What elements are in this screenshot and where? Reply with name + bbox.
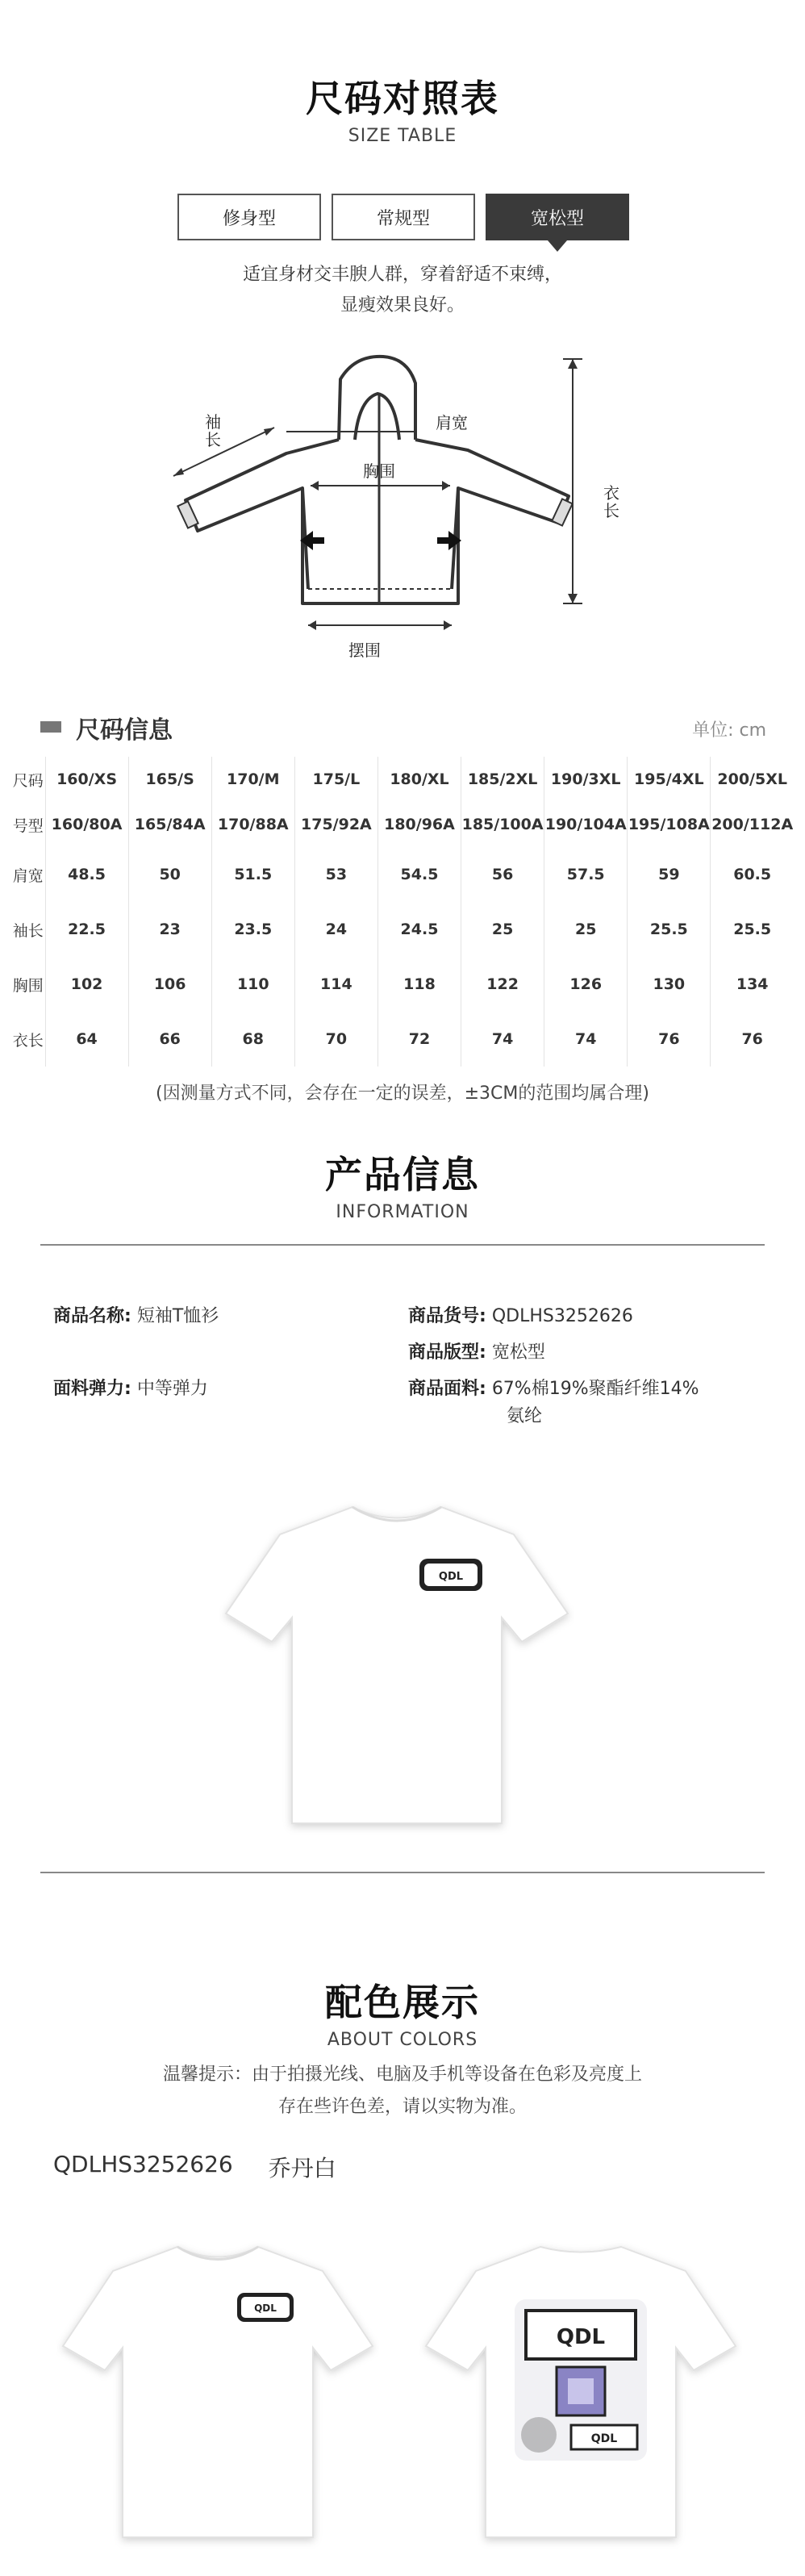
size-table-cell: 22.5 xyxy=(45,902,128,957)
size-table-cell: 74 xyxy=(544,1012,628,1067)
color-warning-line1: 温馨提示：由于拍摄光线、电脑及手机等设备在色彩及亮度上 xyxy=(162,2065,642,2085)
size-table-row xyxy=(11,757,794,802)
size-table-cell: 76 xyxy=(628,1012,711,1067)
size-table-cell: 195/4XL xyxy=(628,757,711,802)
product-info-divider xyxy=(40,1244,765,1246)
product-fit-row xyxy=(408,1339,545,1367)
size-table-subtitle: SIZE TABLE xyxy=(348,126,457,146)
color-variant-label xyxy=(53,2151,336,2183)
product-fabric-value-line2: 氨纶 xyxy=(507,1406,543,1426)
size-table-row-label: 袖长 xyxy=(12,921,44,940)
color-warning-line2: 存在些许色差，请以实物为准。 xyxy=(277,2097,527,2117)
size-table-row xyxy=(11,902,794,957)
color-section-header xyxy=(0,1973,805,2050)
size-table-cell: 54.5 xyxy=(377,847,461,902)
size-table-cell: 25 xyxy=(544,902,628,957)
size-table-cell: 102 xyxy=(45,957,128,1012)
color-warning xyxy=(0,2059,805,2123)
size-info-bar xyxy=(40,721,61,733)
size-table-title: 尺码对照表 xyxy=(306,77,499,120)
size-table-cell: 165/84A xyxy=(128,802,211,847)
size-table-row-label: 衣长 xyxy=(12,1031,44,1050)
size-table-row xyxy=(11,1012,794,1067)
size-table-cell: 200/112A xyxy=(711,802,794,847)
product-info-header xyxy=(0,1146,805,1222)
product-name-label: 商品名称: xyxy=(53,1306,131,1326)
color-front-tshirt-image[interactable] xyxy=(56,2227,379,2549)
size-table-cell: 170/M xyxy=(211,757,294,802)
size-table-cell: 76 xyxy=(711,1012,794,1067)
fit-description-line2: 显瘦效果良好。 xyxy=(340,295,465,315)
fit-tabs xyxy=(177,194,629,240)
size-table-cell: 185/100A xyxy=(461,802,544,847)
size-table-cell: 126 xyxy=(544,957,628,1012)
size-table-row-label: 号型 xyxy=(12,816,44,835)
svg-text:QDL: QDL xyxy=(254,2303,277,2314)
size-table-cell: 190/104A xyxy=(544,802,628,847)
size-table-cell: 74 xyxy=(461,1012,544,1067)
diagram-label-shoulder: 肩宽 xyxy=(436,413,468,432)
product-tshirt-image xyxy=(219,1484,574,1839)
product-fabric-value-line1: 67%棉19%聚酯纤维14% xyxy=(491,1379,699,1399)
color-section-title: 配色展示 xyxy=(325,1981,480,2024)
size-table-header xyxy=(0,69,805,146)
fit-tab-slim[interactable]: 修身型 xyxy=(177,194,321,240)
size-table-cell: 175/L xyxy=(294,757,377,802)
size-table-cell: 24.5 xyxy=(377,902,461,957)
fit-tab-loose[interactable]: 宽松型 xyxy=(486,194,629,240)
diagram-label-hem: 摆围 xyxy=(348,641,381,660)
measurement-note: (因测量方式不同，会存在一定的误差，±3CM的范围均属合理) xyxy=(156,1083,649,1104)
product-fit-label: 商品版型: xyxy=(408,1342,486,1363)
size-table-cell: 23 xyxy=(128,902,211,957)
size-table-cell: 48.5 xyxy=(45,847,128,902)
size-table-cell: 50 xyxy=(128,847,211,902)
diagram-label-length: 衣长 xyxy=(603,483,619,520)
size-table-row-label: 肩宽 xyxy=(12,866,44,885)
hood-inner xyxy=(355,394,399,440)
size-table-cell: 72 xyxy=(377,1012,461,1067)
svg-text:QDL: QDL xyxy=(590,2432,618,2445)
size-table-cell: 160/XS xyxy=(45,757,128,802)
size-table-cell: 53 xyxy=(294,847,377,902)
size-table-cell: 130 xyxy=(628,957,711,1012)
product-elastic-label: 面料弹力: xyxy=(53,1379,131,1399)
color-back-tshirt-image[interactable] xyxy=(419,2227,742,2549)
color-section-subtitle: ABOUT COLORS xyxy=(327,2030,478,2050)
size-table-cell: 25.5 xyxy=(711,902,794,957)
diagram-label-chest: 胸围 xyxy=(363,461,395,481)
size-table-cell: 175/92A xyxy=(294,802,377,847)
size-table-cell: 165/S xyxy=(128,757,211,802)
size-table-cell: 66 xyxy=(128,1012,211,1067)
size-table-cell: 170/88A xyxy=(211,802,294,847)
color-variant-name: 乔丹白 xyxy=(268,2155,336,2181)
size-info-header xyxy=(40,710,766,745)
size-table-cell: 122 xyxy=(461,957,544,1012)
product-elastic-value: 中等弹力 xyxy=(136,1379,208,1399)
svg-text:QDL: QDL xyxy=(556,2325,606,2349)
size-table-cell: 51.5 xyxy=(211,847,294,902)
product-info-subtitle: INFORMATION xyxy=(336,1202,469,1222)
product-fabric-row xyxy=(408,1376,699,1403)
size-table-cell: 195/108A xyxy=(628,802,711,847)
diagram-label-sleeve: 袖长 xyxy=(205,412,221,449)
svg-text:QDL: QDL xyxy=(438,1571,464,1583)
size-table-cell: 114 xyxy=(294,957,377,1012)
size-info-title: 尺码信息 xyxy=(76,716,173,745)
size-table-row-label: 胸围 xyxy=(12,976,44,995)
size-table-cell: 23.5 xyxy=(211,902,294,957)
size-table-cell: 25.5 xyxy=(628,902,711,957)
size-table xyxy=(11,757,794,1067)
color-variant-sku: QDLHS3252626 xyxy=(53,2151,233,2177)
size-table-row xyxy=(11,847,794,902)
size-table-cell: 64 xyxy=(45,1012,128,1067)
size-table-row-label: 尺码 xyxy=(12,771,44,790)
product-name-value: 短袖T恤衫 xyxy=(136,1306,219,1326)
size-table-cell: 57.5 xyxy=(544,847,628,902)
size-table-cell: 68 xyxy=(211,1012,294,1067)
size-table-cell: 160/80A xyxy=(45,802,128,847)
fit-description-line1: 适宜身材交丰腴人群，穿着舒适不束缚， xyxy=(242,265,562,285)
product-sku-label: 商品货号: xyxy=(408,1306,486,1326)
size-table-cell: 180/XL xyxy=(377,757,461,802)
product-info-title: 产品信息 xyxy=(325,1153,480,1196)
size-table-cell: 25 xyxy=(461,902,544,957)
product-image-divider xyxy=(40,1872,765,1873)
hood-outline xyxy=(339,357,415,440)
fit-tab-regular[interactable]: 常规型 xyxy=(332,194,475,240)
size-table-cell: 59 xyxy=(628,847,711,902)
size-table-cell: 110 xyxy=(211,957,294,1012)
product-name-row xyxy=(53,1303,219,1330)
product-fit-value: 宽松型 xyxy=(491,1342,545,1363)
size-table-cell: 185/2XL xyxy=(461,757,544,802)
size-table-cell: 70 xyxy=(294,1012,377,1067)
size-table-cell: 180/96A xyxy=(377,802,461,847)
fit-description xyxy=(0,260,805,321)
product-sku-row xyxy=(408,1303,633,1330)
size-table-cell: 118 xyxy=(377,957,461,1012)
product-elastic-row xyxy=(53,1376,208,1403)
size-table-cell: 106 xyxy=(128,957,211,1012)
size-table-row xyxy=(11,802,794,847)
size-info-unit: 单位: cm xyxy=(692,720,766,741)
size-table-row xyxy=(11,957,794,1012)
size-table-cell: 24 xyxy=(294,902,377,957)
product-fabric-label: 商品面料: xyxy=(408,1379,486,1399)
size-table-cell: 134 xyxy=(711,957,794,1012)
product-sku-value: QDLHS3252626 xyxy=(491,1306,633,1326)
size-table-cell: 200/5XL xyxy=(711,757,794,802)
size-table-cell: 190/3XL xyxy=(544,757,628,802)
size-table-cell: 60.5 xyxy=(711,847,794,902)
size-table-cell: 56 xyxy=(461,847,544,902)
jacket-measurement-diagram xyxy=(153,347,653,686)
